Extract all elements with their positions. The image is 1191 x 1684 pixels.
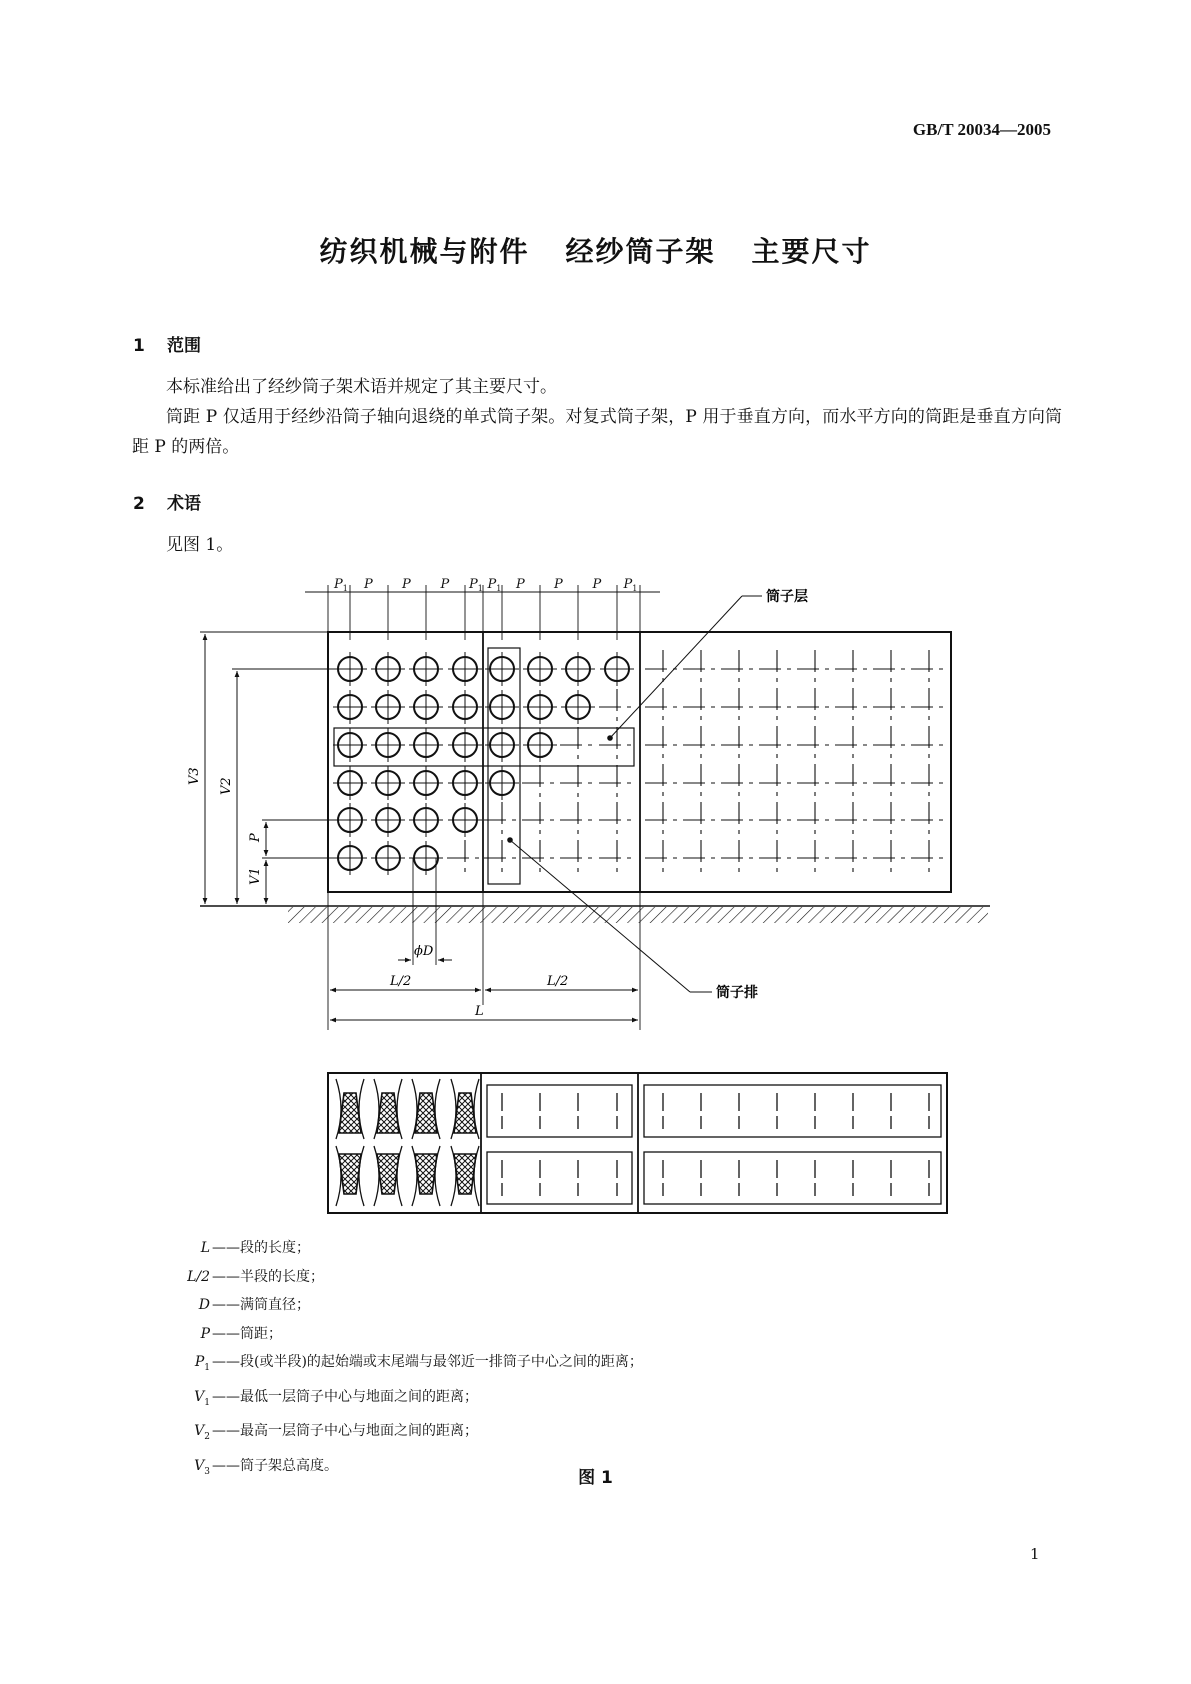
top-dimension-label: P	[592, 577, 602, 592]
label-half-length-left: L/2	[390, 974, 412, 989]
title-part-1: 纺织机械与附件	[319, 235, 530, 268]
top-dimension-label: P	[554, 577, 563, 592]
figure-legend	[110, 1234, 643, 1486]
bobbin-package	[377, 1154, 399, 1194]
legend-key: L	[200, 1240, 210, 1256]
bobbin-package	[339, 1154, 361, 1194]
top-dimension-label: $P_1$	[469, 577, 483, 593]
legend-key: L/2	[187, 1268, 210, 1285]
section-title: 术语	[167, 494, 201, 514]
legend-description: ——满筒直径；	[212, 1297, 310, 1314]
top-dimension-label: P	[440, 577, 450, 592]
legend-description: ——段(或半段)的起始端或末尾端与最邻近一排筒子中心之间的距离；	[212, 1354, 643, 1371]
bobbin-package	[415, 1093, 437, 1133]
label-length: L	[475, 1004, 484, 1019]
shelf-frame	[644, 1152, 941, 1204]
label-v2: V2	[219, 777, 234, 795]
shelf-frame	[487, 1152, 632, 1204]
callout-layer: 筒子层	[766, 589, 808, 605]
label-phi-d: ϕD	[414, 944, 434, 959]
legend-description: ——最高一层筒子中心与地面之间的距离；	[212, 1423, 478, 1440]
legend-row	[110, 1234, 643, 1263]
legend-row	[110, 1417, 643, 1451]
label-v1: V1	[248, 867, 263, 885]
shelf-frame	[644, 1085, 941, 1137]
legend-key: D	[198, 1297, 210, 1314]
legend-key: P	[200, 1325, 210, 1342]
top-dimension-label: P	[364, 577, 373, 592]
top-dimension-label: $P_1$	[623, 577, 638, 593]
legend-key: $V_1$	[194, 1388, 210, 1408]
legend-key: $V_3$	[194, 1457, 210, 1477]
legend-row	[110, 1348, 643, 1382]
title-part-3: 主要尺寸	[751, 235, 872, 268]
page-number: 1	[1030, 1545, 1040, 1563]
section-number: 2	[133, 494, 145, 514]
top-dimension-label: P	[402, 577, 411, 592]
legend-description: ——筒子架总高度。	[212, 1457, 338, 1474]
section-title: 范围	[167, 336, 201, 356]
legend-row	[110, 1263, 643, 1292]
label-v3: V3	[187, 767, 202, 785]
legend-row	[110, 1320, 643, 1349]
legend-description: ——段的长度；	[212, 1240, 310, 1256]
paragraph: 筒距 P 仅适用于经纱沿筒子轴向退绕的单式筒子架。对复式筒子架，P 用于垂直方向，而水平方向的筒距是垂直方向筒距 P 的两倍。	[132, 407, 1062, 457]
legend-key: $V_2$	[194, 1423, 210, 1442]
bobbin-package	[454, 1093, 476, 1133]
legend-description: ——半段的长度；	[212, 1268, 324, 1285]
top-dimension-label: $P_1$	[487, 577, 502, 593]
bobbin-package	[339, 1093, 361, 1133]
paragraph: 见图 1。	[166, 535, 234, 555]
title-part-2: 经纱筒子架	[565, 235, 716, 268]
legend-key: $P_1$	[194, 1354, 210, 1374]
bobbin-package	[415, 1154, 437, 1194]
label-p: P	[248, 833, 263, 842]
section-number: 1	[133, 336, 145, 356]
shelf-frame	[487, 1085, 632, 1137]
paragraph: 本标准给出了经纱筒子架术语并规定了其主要尺寸。	[166, 377, 557, 397]
legend-description: ——筒距；	[212, 1325, 282, 1342]
bobbin-package	[377, 1093, 399, 1133]
bobbin-package	[454, 1154, 476, 1194]
callout-row: 筒子排	[716, 985, 758, 1001]
standard-number: GB/T 20034—2005	[912, 120, 1051, 139]
legend-row	[110, 1383, 643, 1417]
figure-caption: 图 1	[578, 1468, 613, 1488]
legend-description: ——最低一层筒子中心与地面之间的距离；	[212, 1388, 478, 1405]
top-dimension-label: $P_1$	[334, 577, 348, 593]
legend-row	[110, 1291, 643, 1320]
label-half-length-right: L/2	[547, 974, 569, 989]
top-dimension-label: P	[516, 577, 525, 592]
